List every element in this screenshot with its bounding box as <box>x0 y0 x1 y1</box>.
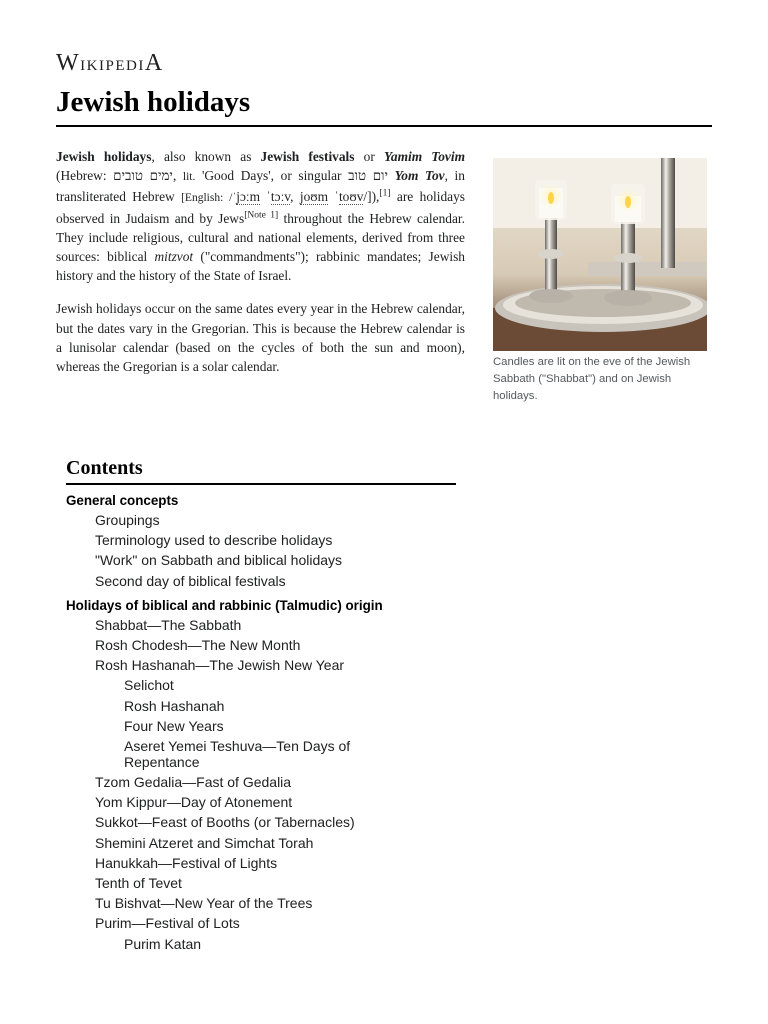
toc-item-shabbat[interactable]: Shabbat—The Sabbath <box>95 616 242 633</box>
text-run: are holidays observed in Judaism and by Jews <box>56 189 466 226</box>
toc-item-sukkot[interactable]: Sukkot—Feast of Booths (or Tabernacles) <box>95 814 355 831</box>
toc-item-rosh-hashanah-new-year[interactable]: Rosh Hashanah—The Jewish New Year <box>95 657 345 674</box>
text-run: (Hebrew: <box>56 168 114 184</box>
text-run: throughout the Hebrew calendar. They include religious, cultural and national elements, derived from three sources: biblical <box>56 210 466 265</box>
shabbat-candles-photo[interactable] <box>493 158 707 351</box>
table-of-contents <box>66 457 456 954</box>
toc-item-selichot[interactable]: Selichot <box>124 677 174 694</box>
text-run: , in transliterated Hebrew <box>56 168 465 205</box>
toc-item-tenth-of-tevet[interactable]: Tenth of Tevet <box>95 875 182 892</box>
toc-item-rosh-hashanah[interactable]: Rosh Hashanah <box>124 697 225 714</box>
text-run: /] <box>363 189 372 205</box>
term-yom-tov: Yom Tov <box>394 168 445 184</box>
reference-1[interactable]: [1] <box>379 188 391 199</box>
text-run: 'Good Days', or singular <box>195 168 349 184</box>
toc-divider <box>66 483 456 485</box>
text-run: , <box>172 168 183 184</box>
title-divider <box>56 125 712 127</box>
toc-item-purim-katan[interactable]: Purim Katan <box>124 935 202 952</box>
hebrew-yom-tov: יום טוב <box>348 168 388 184</box>
text-run <box>388 168 395 183</box>
toc-item-tu-bishvat[interactable]: Tu Bishvat—New Year of the Trees <box>95 895 313 912</box>
text-run: ), <box>371 189 380 205</box>
text-run: ˈ <box>260 189 271 205</box>
text-run: , also known as <box>151 149 261 164</box>
toc-item-hanukkah[interactable]: Hanukkah—Festival of Lights <box>95 854 278 871</box>
ipa-link[interactable]: joʊm <box>299 189 329 205</box>
toc-item-yom-kippur[interactable]: Yom Kippur—Day of Atonement <box>95 794 293 811</box>
hebrew-yamim-tovim[interactable]: ימים טובים <box>113 168 173 184</box>
text-run: or <box>354 149 384 164</box>
toc-item-work-on-sabbath[interactable]: "Work" on Sabbath and biblical holidays <box>95 552 343 569</box>
toc-item-terminology[interactable]: Terminology used to describe holidays <box>95 532 333 549</box>
toc-item-purim[interactable]: Purim—Festival of Lots <box>95 915 240 932</box>
text-run: , <box>290 189 300 205</box>
wordmark-w: W <box>56 50 81 76</box>
toc-section-general-concepts[interactable]: General concepts <box>66 493 179 508</box>
ipa-link[interactable]: toʊv <box>338 189 364 205</box>
text-run: ("commandments"); rabbinic mandates; Jewish history and the history of the State of Israel. <box>56 249 465 284</box>
toc-list <box>66 492 456 954</box>
term-mitzvot: mitzvot <box>154 249 194 265</box>
note-1[interactable]: [Note 1] <box>244 210 279 221</box>
toc-item-second-day[interactable]: Second day of biblical festivals <box>95 572 286 589</box>
lead-paragraph-2: Jewish holidays occur on the same dates every year in the Hebrew calendar, but the dates vary in the Gregorian. This is because the Hebrew calendar is a lunisolar calendar (based on the cycles of both the sun and moon), whereas the Gregorian is a solar calendar. <box>56 301 465 375</box>
toc-item-aseret-yemei-teshuva[interactable]: Aseret Yemei Teshuva—Ten Days of Repentance <box>124 738 351 771</box>
wordmark-a: A <box>144 50 164 76</box>
infobox-figure <box>493 158 707 405</box>
lead-paragraph-1 <box>56 147 465 285</box>
toc-item-shemini-atzeret[interactable]: Shemini Atzeret and Simchat Torah <box>95 834 314 851</box>
toc-item-rosh-chodesh[interactable]: Rosh Chodesh—The New Month <box>95 637 301 654</box>
lead-section <box>56 147 465 390</box>
term-yamim-tovim: Yamim Tovim <box>383 149 465 164</box>
ipa-link[interactable]: jɔːm <box>236 189 261 205</box>
toc-section-biblical-rabbinic[interactable]: Holidays of biblical and rabbinic (Talmudic) origin <box>66 597 383 613</box>
figure-caption: Candles are lit on the eve of the Jewish Sabbath ("Shabbat") and on Jewish holidays. <box>493 356 691 402</box>
toc-item-groupings[interactable]: Groupings <box>95 512 160 528</box>
toc-heading: Contents <box>66 457 143 479</box>
wordmark-middle: ikipedi <box>80 50 145 75</box>
wikipedia-wordmark[interactable] <box>56 50 164 77</box>
page-title: Jewish holidays <box>56 86 251 118</box>
lit-abbreviation: lit. <box>182 171 196 184</box>
text-run: ˈ <box>328 189 339 205</box>
term-jewish-festivals: Jewish festivals <box>260 149 355 164</box>
ipa-prefix: [English: /ˈ <box>181 192 237 205</box>
toc-item-tzom-gedalia[interactable]: Tzom Gedalia—Fast of Gedalia <box>95 774 292 791</box>
ipa-link[interactable]: tɔːv <box>270 189 291 205</box>
term-jewish-holidays: Jewish holidays <box>56 149 152 164</box>
toc-item-four-new-years[interactable]: Four New Years <box>124 717 224 734</box>
